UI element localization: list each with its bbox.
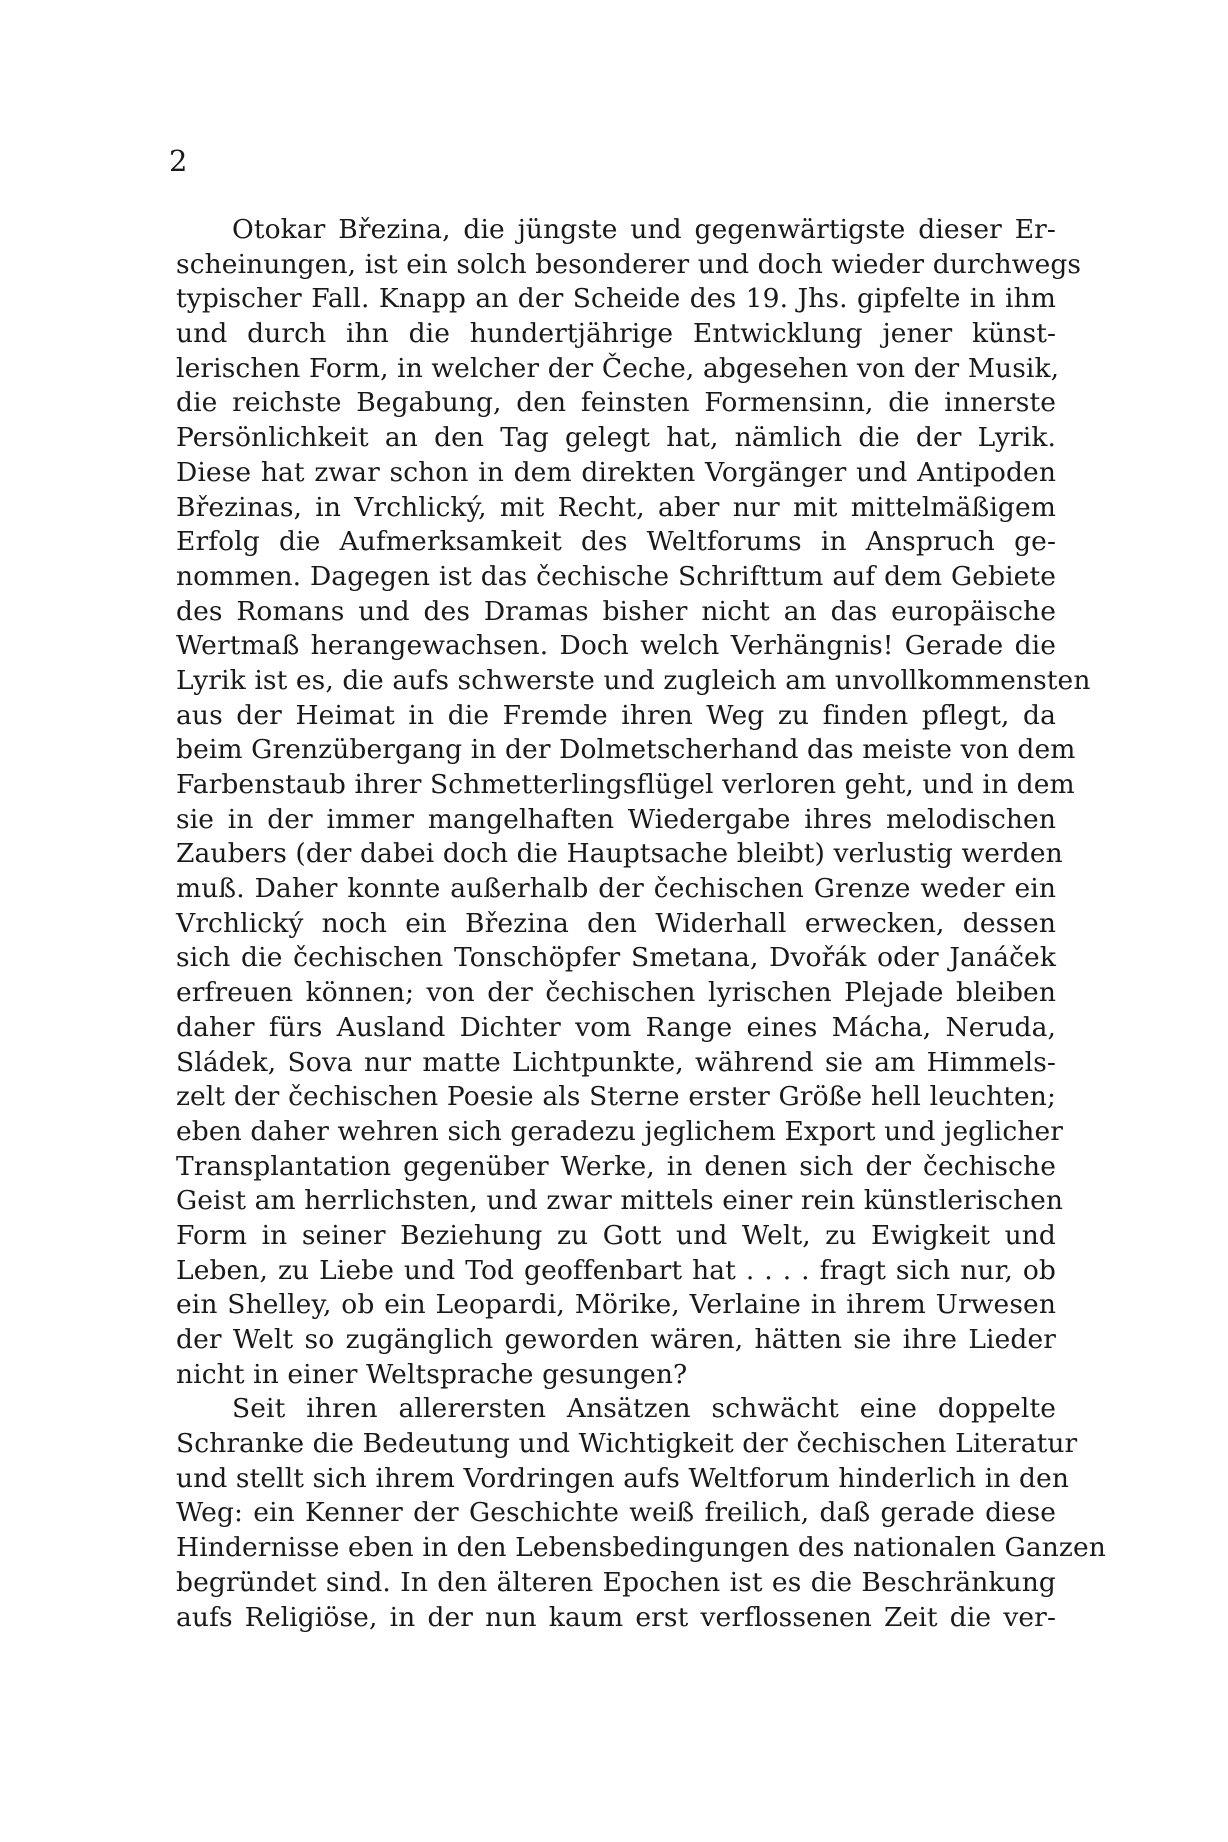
text-line: Farbenstaub ihrer Schmetterlingsflügel verloren geht, und in dem [176, 769, 1075, 800]
text-line: eben daher wehren sich geradezu jeglichem Export und jeglicher [176, 1115, 1064, 1147]
text-line: und durch ihn die hundertjährige Entwicklung jener künst- [176, 318, 1056, 350]
text-line: zelt der čechischen Poesie als Sterne erster Größe hell leuchten; [176, 1081, 1056, 1113]
text-line: Schranke die Bedeutung und Wichtigkeit der čechischen Literatur [176, 1428, 1078, 1460]
text-line: Wertmaß herangewachsen. Doch welch Verhängnis! Gerade die [176, 630, 1056, 662]
text-line: die reichste Begabung, den feinsten Formensinn, die innerste [176, 387, 1056, 419]
text-line: Otokar Březina, die jüngste und gegenwärtigste dieser Er- [232, 214, 1056, 245]
text-line: lerischen Form, in welcher der Čeche, abgesehen von der Musik, [176, 352, 1060, 384]
text-line: Březinas, in Vrchlický, mit Recht, aber nur mit mittelmäßigem [176, 491, 1056, 523]
text-line: Seit ihren allerersten Ansätzen schwächt eine doppelte [232, 1393, 1056, 1425]
text-line: begründet sind. In den älteren Epochen ist es die Beschränkung [176, 1566, 1056, 1598]
text-line: des Romans und des Dramas bisher nicht an das europäische [176, 595, 1056, 627]
text-line: nommen. Dagegen ist das čechische Schrifttum auf dem Gebiete [176, 560, 1056, 592]
text-line: aufs Religiöse, in der nun kaum erst verflossenen Zeit die ver- [176, 1601, 1056, 1633]
text-line: daher fürs Ausland Dichter vom Range eines Mácha, Neruda, [176, 1011, 1056, 1043]
text-line: typischer Fall. Knapp an der Scheide des 19. Jhs. gipfelte in ihm [176, 283, 1056, 315]
text-line: Erfolg die Aufmerksamkeit des Weltforums in Anspruch ge- [176, 526, 1056, 558]
text-line: Diese hat zwar schon in dem direkten Vorgänger und Antipoden [176, 456, 1056, 488]
text-line: Form in seiner Beziehung zu Gott und Welt, zu Ewigkeit und [176, 1219, 1056, 1251]
text-line: und stellt sich ihrem Vordringen aufs Weltforum hinderlich in den [176, 1462, 1069, 1494]
text-line: ein Shelley, ob ein Leopardi, Mörike, Verlaine in ihrem Urwesen [176, 1289, 1056, 1321]
text-line: Transplantation gegenüber Werke, in denen sich der čechische [176, 1150, 1056, 1182]
text-line: Leben, zu Liebe und Tod geoffenbart hat . . . . fragt sich nur, ob [176, 1254, 1056, 1286]
text-line: Lyrik ist es, die aufs schwerste und zugleich am unvollkommensten [176, 664, 1091, 696]
body-text [176, 213, 1106, 1635]
text-line: erfreuen können; von der čechischen lyrischen Plejade bleiben [176, 977, 1056, 1009]
text-line: Weg: ein Kenner der Geschichte weiß freilich, daß gerade diese [176, 1497, 1056, 1529]
text-line: sich die čechischen Tonschöpfer Smetana, Dvořák oder Janáček [176, 942, 1056, 974]
text-line: Vrchlický noch ein Březina den Widerhall erwecken, dessen [176, 907, 1056, 939]
paragraph-1 [176, 213, 1091, 1392]
text-line: sie in der immer mangelhaften Wiedergabe ihres melodischen [176, 803, 1056, 835]
text-line: Hindernisse eben in den Lebensbedingungen des nationalen Ganzen [176, 1532, 1106, 1564]
text-line: Zaubers (der dabei doch die Hauptsache bleibt) verlustig werden [176, 838, 1063, 870]
paragraph-2 [176, 1392, 1106, 1635]
text-line: Sládek, Sova nur matte Lichtpunkte, während sie am Himmels- [176, 1046, 1056, 1078]
text-line: der Welt so zugänglich geworden wären, hätten sie ihre Lieder [176, 1324, 1056, 1355]
text-line: Persönlichkeit an den Tag gelegt hat, nämlich die der Lyrik. [176, 422, 1056, 454]
text-line: Geist am herrlichsten, und zwar mittels einer rein künstlerischen [176, 1185, 1064, 1217]
text-line: aus der Heimat in die Fremde ihren Weg zu finden pflegt, da [176, 699, 1056, 731]
text-line: scheinungen, ist ein solch besonderer und doch wieder durchwegs [176, 248, 1082, 280]
text-line: beim Grenzübergang in der Dolmetscherhand das meiste von dem [176, 734, 1076, 766]
page-number: 2 [169, 144, 188, 178]
text-line: muß. Daher konnte außerhalb der čechischen Grenze weder ein [176, 873, 1056, 905]
text-line: nicht in einer Weltsprache gesungen? [176, 1358, 688, 1390]
